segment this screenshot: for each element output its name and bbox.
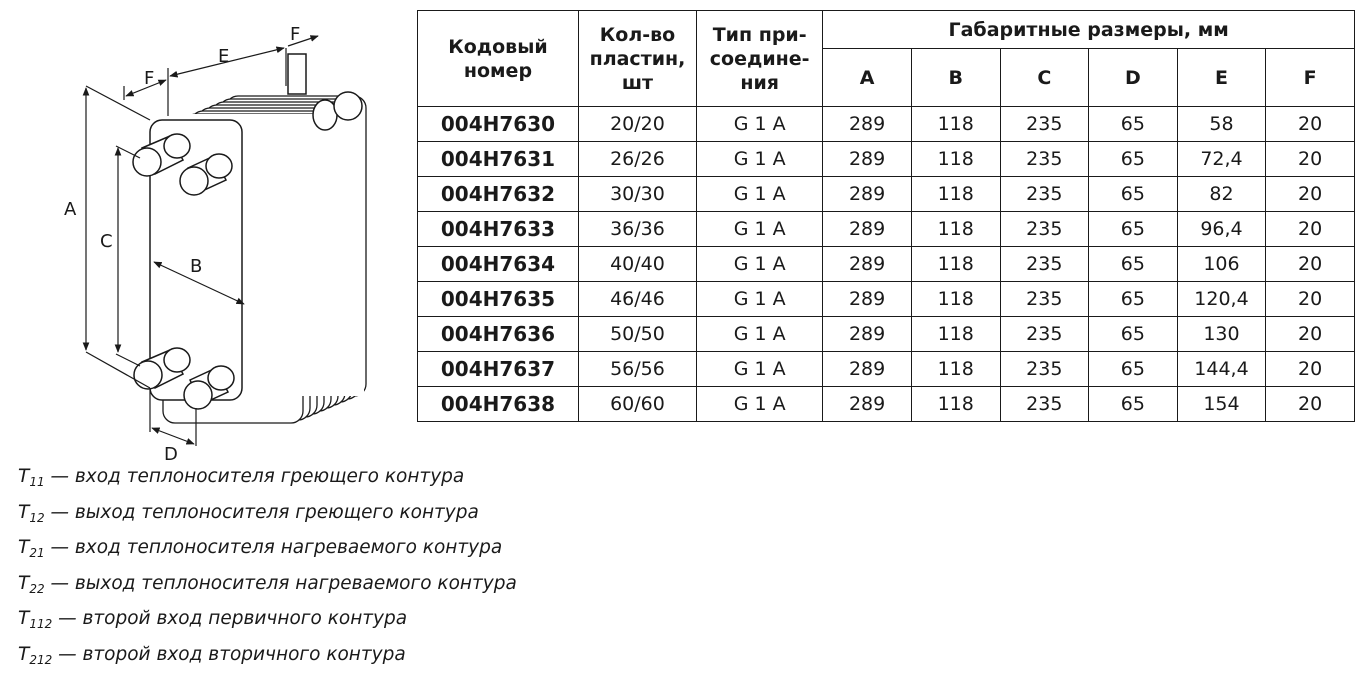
table-cell: G 1 A xyxy=(697,352,823,387)
header-dimensions-group: Габаритные размеры, мм xyxy=(823,11,1355,49)
table-cell: 96,4 xyxy=(1177,212,1266,247)
table-cell: 20 xyxy=(1266,212,1355,247)
table-cell: G 1 A xyxy=(697,282,823,317)
table-cell: 20 xyxy=(1266,352,1355,387)
legend-subscript: 112 xyxy=(29,617,52,631)
legend-symbol: T xyxy=(18,502,29,523)
table-cell: 65 xyxy=(1089,142,1178,177)
table-cell: 118 xyxy=(911,317,1000,352)
table-cell: 289 xyxy=(823,107,912,142)
dim-label-f-left: F xyxy=(144,68,154,89)
legend-subscript: 21 xyxy=(29,546,44,560)
cell-code: 004H7633 xyxy=(418,212,579,247)
table-cell: 65 xyxy=(1089,352,1178,387)
table-cell: 235 xyxy=(1000,247,1089,282)
table-row xyxy=(418,317,1355,352)
dim-label-d: D xyxy=(164,444,178,465)
table-cell: 65 xyxy=(1089,247,1178,282)
legend-text: — выход теплоносителя нагреваемого контура xyxy=(45,573,517,594)
legend-text: — вход теплоносителя нагреваемого контура xyxy=(45,537,503,558)
table-cell: 289 xyxy=(823,212,912,247)
table-cell: 235 xyxy=(1000,317,1089,352)
legend-item xyxy=(18,569,517,605)
cell-code: 004H7632 xyxy=(418,177,579,212)
table-cell: 289 xyxy=(823,282,912,317)
header-dim-a: A xyxy=(823,49,912,107)
table-row xyxy=(418,352,1355,387)
table-cell: 118 xyxy=(911,387,1000,422)
header-code: Кодовый номер xyxy=(418,11,579,107)
legend-symbol: T xyxy=(18,644,29,665)
table-cell: G 1 A xyxy=(697,177,823,212)
table-cell: 46/46 xyxy=(578,282,696,317)
table-cell: 65 xyxy=(1089,107,1178,142)
header-connection: Тип при- соедине- ния xyxy=(697,11,823,107)
table-cell: 50/50 xyxy=(578,317,696,352)
table-cell: 56/56 xyxy=(578,352,696,387)
table-cell: 154 xyxy=(1177,387,1266,422)
legend-symbol: T xyxy=(18,573,29,594)
legend-item xyxy=(18,533,517,569)
table-cell: 130 xyxy=(1177,317,1266,352)
table-row xyxy=(418,142,1355,177)
table-cell: 235 xyxy=(1000,387,1089,422)
header-dim-f: F xyxy=(1266,49,1355,107)
legend-subscript: 11 xyxy=(29,475,44,489)
table-cell: 289 xyxy=(823,142,912,177)
table-cell: 58 xyxy=(1177,107,1266,142)
table-cell: 36/36 xyxy=(578,212,696,247)
legend-subscript: 212 xyxy=(29,653,52,667)
table-cell: 20/20 xyxy=(578,107,696,142)
header-dim-b: B xyxy=(911,49,1000,107)
table-cell: 82 xyxy=(1177,177,1266,212)
dim-label-c: C xyxy=(100,231,113,252)
table-cell: 235 xyxy=(1000,177,1089,212)
table-cell: G 1 A xyxy=(697,212,823,247)
table-cell: 20 xyxy=(1266,142,1355,177)
table-cell: G 1 A xyxy=(697,317,823,352)
table-cell: 235 xyxy=(1000,107,1089,142)
table-cell: 20 xyxy=(1266,107,1355,142)
cell-code: 004H7635 xyxy=(418,282,579,317)
table-cell: 20 xyxy=(1266,317,1355,352)
table-cell: 65 xyxy=(1089,177,1178,212)
table-cell: 65 xyxy=(1089,317,1178,352)
table-cell: 118 xyxy=(911,107,1000,142)
legend-symbol: T xyxy=(18,537,29,558)
specification-table xyxy=(417,10,1355,422)
dim-label-e: E xyxy=(218,46,229,67)
legend-text: — второй вход вторичного контура xyxy=(52,644,406,665)
table-cell: 40/40 xyxy=(578,247,696,282)
table-row xyxy=(418,247,1355,282)
table-row xyxy=(418,282,1355,317)
table-cell: 289 xyxy=(823,317,912,352)
legend-item xyxy=(18,462,517,498)
table-cell: G 1 A xyxy=(697,107,823,142)
legend-symbol: T xyxy=(18,608,29,629)
table-cell: 144,4 xyxy=(1177,352,1266,387)
table-cell: 20 xyxy=(1266,177,1355,212)
header-plates: Кол-во пластин, шт xyxy=(578,11,696,107)
header-dim-e: E xyxy=(1177,49,1266,107)
table-row xyxy=(418,107,1355,142)
legend-item xyxy=(18,640,517,675)
header-dim-c: C xyxy=(1000,49,1089,107)
table-cell: 118 xyxy=(911,282,1000,317)
table-cell: 118 xyxy=(911,352,1000,387)
table-cell: 20 xyxy=(1266,387,1355,422)
table-row xyxy=(418,212,1355,247)
legend-item xyxy=(18,498,517,534)
table-cell: 235 xyxy=(1000,352,1089,387)
legend-subscript: 22 xyxy=(29,582,44,596)
table-cell: 72,4 xyxy=(1177,142,1266,177)
table-row xyxy=(418,387,1355,422)
cell-code: 004H7637 xyxy=(418,352,579,387)
table-cell: 118 xyxy=(911,142,1000,177)
table-cell: 235 xyxy=(1000,212,1089,247)
table-cell: 235 xyxy=(1000,282,1089,317)
cell-code: 004H7630 xyxy=(418,107,579,142)
cell-code: 004H7631 xyxy=(418,142,579,177)
table-cell: 289 xyxy=(823,352,912,387)
table-cell: 65 xyxy=(1089,387,1178,422)
table-cell: 26/26 xyxy=(578,142,696,177)
legend-text: — выход теплоносителя греющего контура xyxy=(45,502,479,523)
table-cell: 235 xyxy=(1000,142,1089,177)
table-row xyxy=(418,177,1355,212)
cell-code: 004H7638 xyxy=(418,387,579,422)
table-cell: 65 xyxy=(1089,282,1178,317)
heat-exchanger-diagram xyxy=(0,0,410,470)
table-cell: 289 xyxy=(823,247,912,282)
legend-text: — вход теплоносителя греющего контура xyxy=(45,466,465,487)
table-cell: 106 xyxy=(1177,247,1266,282)
dim-label-f-right: F xyxy=(290,24,300,45)
table-cell: 289 xyxy=(823,387,912,422)
legend-item xyxy=(18,604,517,640)
table-cell: G 1 A xyxy=(697,142,823,177)
table-cell: 60/60 xyxy=(578,387,696,422)
table-cell: 65 xyxy=(1089,212,1178,247)
dim-label-b: B xyxy=(190,256,202,277)
table-cell: G 1 A xyxy=(697,247,823,282)
table-cell: 30/30 xyxy=(578,177,696,212)
table-cell: G 1 A xyxy=(697,387,823,422)
table-cell: 118 xyxy=(911,247,1000,282)
cell-code: 004H7636 xyxy=(418,317,579,352)
cell-code: 004H7634 xyxy=(418,247,579,282)
dim-label-a: A xyxy=(64,199,77,220)
table-cell: 20 xyxy=(1266,282,1355,317)
legend-text: — второй вход первичного контура xyxy=(52,608,407,629)
legend-symbol: T xyxy=(18,466,29,487)
table-cell: 120,4 xyxy=(1177,282,1266,317)
table-cell: 20 xyxy=(1266,247,1355,282)
table-body xyxy=(418,107,1355,422)
legend-subscript: 12 xyxy=(29,511,44,525)
legend xyxy=(18,462,517,675)
header-dim-d: D xyxy=(1089,49,1178,107)
table-cell: 289 xyxy=(823,177,912,212)
table-cell: 118 xyxy=(911,177,1000,212)
table-cell: 118 xyxy=(911,212,1000,247)
